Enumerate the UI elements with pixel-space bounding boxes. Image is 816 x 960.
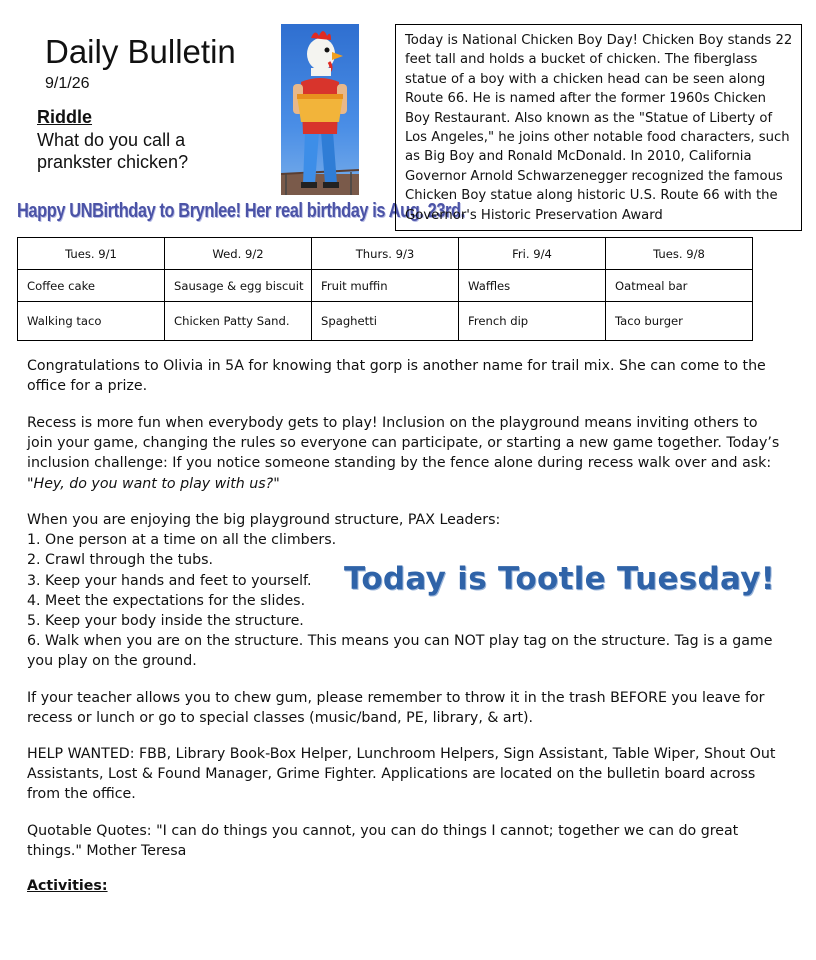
menu-breakfast-item: Sausage & egg biscuit <box>165 270 312 302</box>
bulletin-date: 9/1/26 <box>45 75 90 92</box>
playground-rule: 3. Keep your hands and feet to yourself. <box>27 572 312 589</box>
menu-lunch-item: Taco burger <box>606 302 753 341</box>
riddle-heading: Riddle <box>37 107 93 127</box>
menu-lunch-row <box>18 302 753 341</box>
menu-day: Wed. 9/2 <box>165 238 312 270</box>
playground-rule: 1. One person at a time on all the climbers. <box>27 532 337 549</box>
playground-intro: When you are enjoying the big playground structure, PAX Leaders: <box>27 512 501 528</box>
menu-day: Fri. 9/4 <box>459 238 606 270</box>
playground-rule: 2. Crawl through the tubs. <box>27 552 214 569</box>
menu-lunch-item: Chicken Patty Sand. <box>165 302 312 341</box>
menu-day: Thurs. 9/3 <box>312 238 459 270</box>
chicken-boy-info-box: Today is National Chicken Boy Day! Chicken Boy stands 22 feet tall and holds a bucket of chicken. The fiberglass statue of a boy with a chicken head can be seen along Route 66. He is named after the former 1960s Chicken Boy Restaurant. Also known as the "Statue of Liberty of Los Angeles," he joins other notable food characters, such as Big Boy and Ronald McDonald. In 2010, California Governor Arnold Schwarzenegger recognized the famous Chicken Boy statue along historic U.S. Route 66 with the Governor's Historic Preservation Award <box>395 24 802 231</box>
playground-rule: 5. Keep your body inside the structure. <box>27 613 304 630</box>
birthday-banner: Happy UNBirthday to Brynlee! Her real birthday is Aug. 23rd. <box>17 200 465 222</box>
menu-lunch-item: French dip <box>459 302 606 341</box>
menu-breakfast-item: Fruit muffin <box>312 270 459 302</box>
menu-breakfast-item: Oatmeal bar <box>606 270 753 302</box>
bulletin-title: Daily Bulletin <box>45 33 236 70</box>
playground-rule: 4. Meet the expectations for the slides. <box>27 592 306 609</box>
tootle-tuesday-heading: Today is Tootle Tuesday! <box>344 561 776 597</box>
playground-rule: 6. Walk when you are on the structure. This means you can NOT play tag on the structure. Tag is a game you play on the ground. <box>27 633 773 670</box>
menu-breakfast-row <box>18 270 753 302</box>
gum-paragraph: If your teacher allows you to chew gum, please remember to throw it in the trash BEFORE you leave for recess or lunch or go to special classes (music/band, PE, library, & art). <box>27 690 765 727</box>
congrats-paragraph: Congratulations to Olivia in 5A for knowing that gorp is another name for trail mix. She can come to the office for a prize. <box>27 358 766 395</box>
menu-day: Tues. 9/8 <box>606 238 753 270</box>
chicken-boy-photo <box>281 24 359 195</box>
menu-lunch-item: Walking taco <box>18 302 165 341</box>
recess-paragraph <box>27 413 787 494</box>
menu-day: Tues. 9/1 <box>18 238 165 270</box>
menu-breakfast-item: Waffles <box>459 270 606 302</box>
menu-lunch-item: Spaghetti <box>312 302 459 341</box>
help-wanted-paragraph: HELP WANTED: FBB, Library Book-Box Helper, Lunchroom Helpers, Sign Assistant, Table Wiper, Shout Out Assistants, Lost & Found Manager, Grime Fighter. Applications are located on the bulletin board across from the office. <box>27 746 776 803</box>
riddle-text: What do you call a prankster chicken? <box>37 130 189 172</box>
recess-text: Recess is more fun when everybody gets to play! Inclusion on the playground means inviting others to join your game, changing the rules so everyone can participate, or starting a new game together. Today’s inclusion challenge: If you notice someone standing by the fence alone during recess walk over and ask: <box>27 415 780 472</box>
recess-quote: "Hey, do you want to play with us?" <box>27 475 280 492</box>
lunch-menu-table <box>17 237 753 341</box>
menu-days-row <box>18 238 753 270</box>
menu-breakfast-item: Coffee cake <box>18 270 165 302</box>
activities-heading: Activities: <box>27 878 108 894</box>
quotable-quotes-paragraph: Quotable Quotes: "I can do things you cannot, you can do things I cannot; together we can do great things." Mother Teresa <box>27 823 739 860</box>
